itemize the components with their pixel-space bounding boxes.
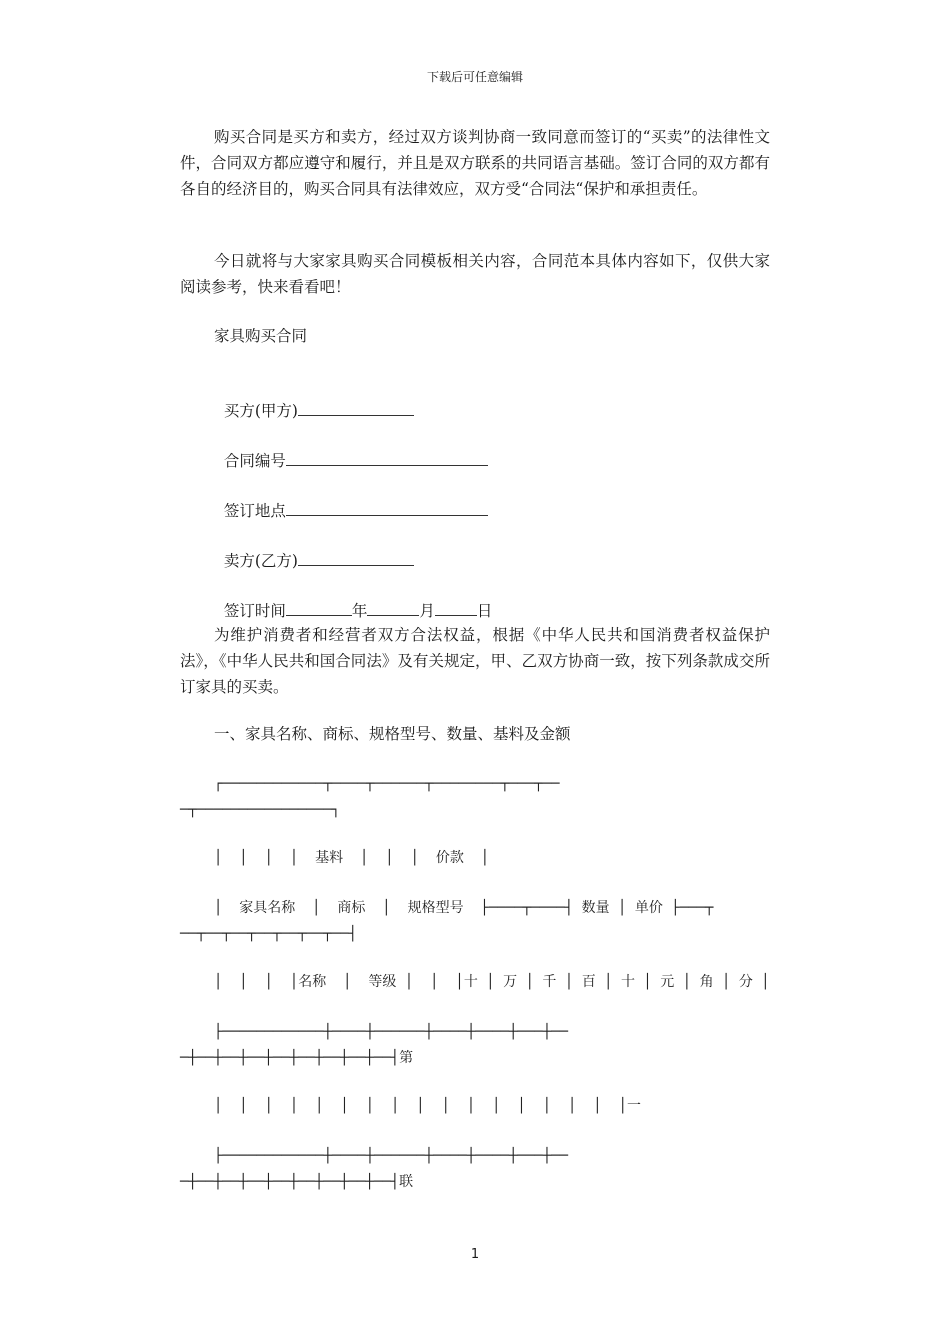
table-header-row-b-1: │ 家具名称 │ 商标 │ 规格型号 ├────┬────┤ 数量 │ 单价 ├───┬ [214,900,714,916]
month-label: 月 [419,602,435,620]
table-separator-1-2-line: ─┼──┼──┼──┼──┼──┼──┼──┼──┤ [180,1050,400,1066]
buyer-field [214,374,414,423]
table-border-top-2: ─┬────────────────┐ [180,802,341,818]
sign-time-label: 签订时间 [223,602,286,620]
page-header: 下载后可任意编辑 [426,70,523,84]
contract-title: 家具购买合同 [214,327,308,345]
day-label: 日 [476,602,493,620]
sign-place-field [214,474,488,523]
table-border-top-1: ┌────────────┬────┬──────┬────────┬───┬── [214,776,560,792]
seller-blank[interactable] [298,548,414,566]
table-header-row-c: │ │ │ │名称 │ 等级 │ │ │十 │ 万 │ 千 │ 百 │ 十 │ 元 │ 角 │ 分 │ [214,974,770,990]
seller-label: 卖方(乙方) [223,552,298,570]
table-separator-2-1: ├────────────┼────┼──────┼────┼────┼───┼── [214,1148,569,1164]
preamble-paragraph: 为维护消费者和经营者双方合法权益，根据《中华人民共和国消费者权益保护法》，《中华人民共和国合同法》及有关规定，甲、乙双方协商一致，按下列条款成交所订家具的买卖。 [180,626,770,696]
year-label: 年 [351,602,368,620]
buyer-label: 买方(甲方) [223,402,298,420]
buyer-blank[interactable] [298,398,414,416]
intro-paragraph-2: 今日就将与大家家具购买合同模板相关内容，合同范本具体内容如下，仅供大家阅读参考，快来看看吧！ [180,252,770,296]
section-1-title: 一、家具名称、商标、规格型号、数量、基料及金额 [214,725,571,743]
page-number: 1 [470,1247,480,1262]
contract-number-blank[interactable] [286,448,488,466]
contract-number-field [214,424,488,473]
table-separator-1-1: ├────────────┼────┼──────┼────┼────┼───┼── [214,1024,569,1040]
table-data-row: │ │ │ │ │ │ │ │ │ │ │ │ │ │ │ │ │一 [214,1098,642,1114]
table-header-row-a: │ │ │ │ 基料 │ │ │ 价款 │ [214,850,490,866]
intro-paragraph-1: 购买合同是买方和卖方，经过双方谈判协商一致同意而签订的“买卖”的法律性文件，合同双方都应遵守和履行，并且是双方联系的共同语言基础。签订合同的双方都有各自的经济目的，购买合同具有法律效应，双方受“合同法“保护和承担责任。 [180,128,770,198]
sign-place-label: 签订地点 [223,502,286,520]
table-copy-label-2: 联 [399,1174,414,1190]
sign-time-field [214,574,492,623]
sign-place-blank[interactable] [286,498,488,516]
day-blank[interactable] [435,598,477,616]
table-separator-1-2 [180,1048,413,1068]
contract-number-label: 合同编号 [223,452,286,470]
seller-field [214,524,414,573]
table-header-row-b-2: ──┬──┬──┬──┬──┬──┬──┤ [180,926,358,942]
table-copy-label-1: 第 [399,1050,414,1066]
table-separator-2-2-line: ─┼──┼──┼──┼──┼──┼──┼──┼──┤ [180,1174,400,1190]
year-blank[interactable] [286,598,352,616]
table-separator-2-2 [180,1172,413,1192]
month-blank[interactable] [367,598,419,616]
